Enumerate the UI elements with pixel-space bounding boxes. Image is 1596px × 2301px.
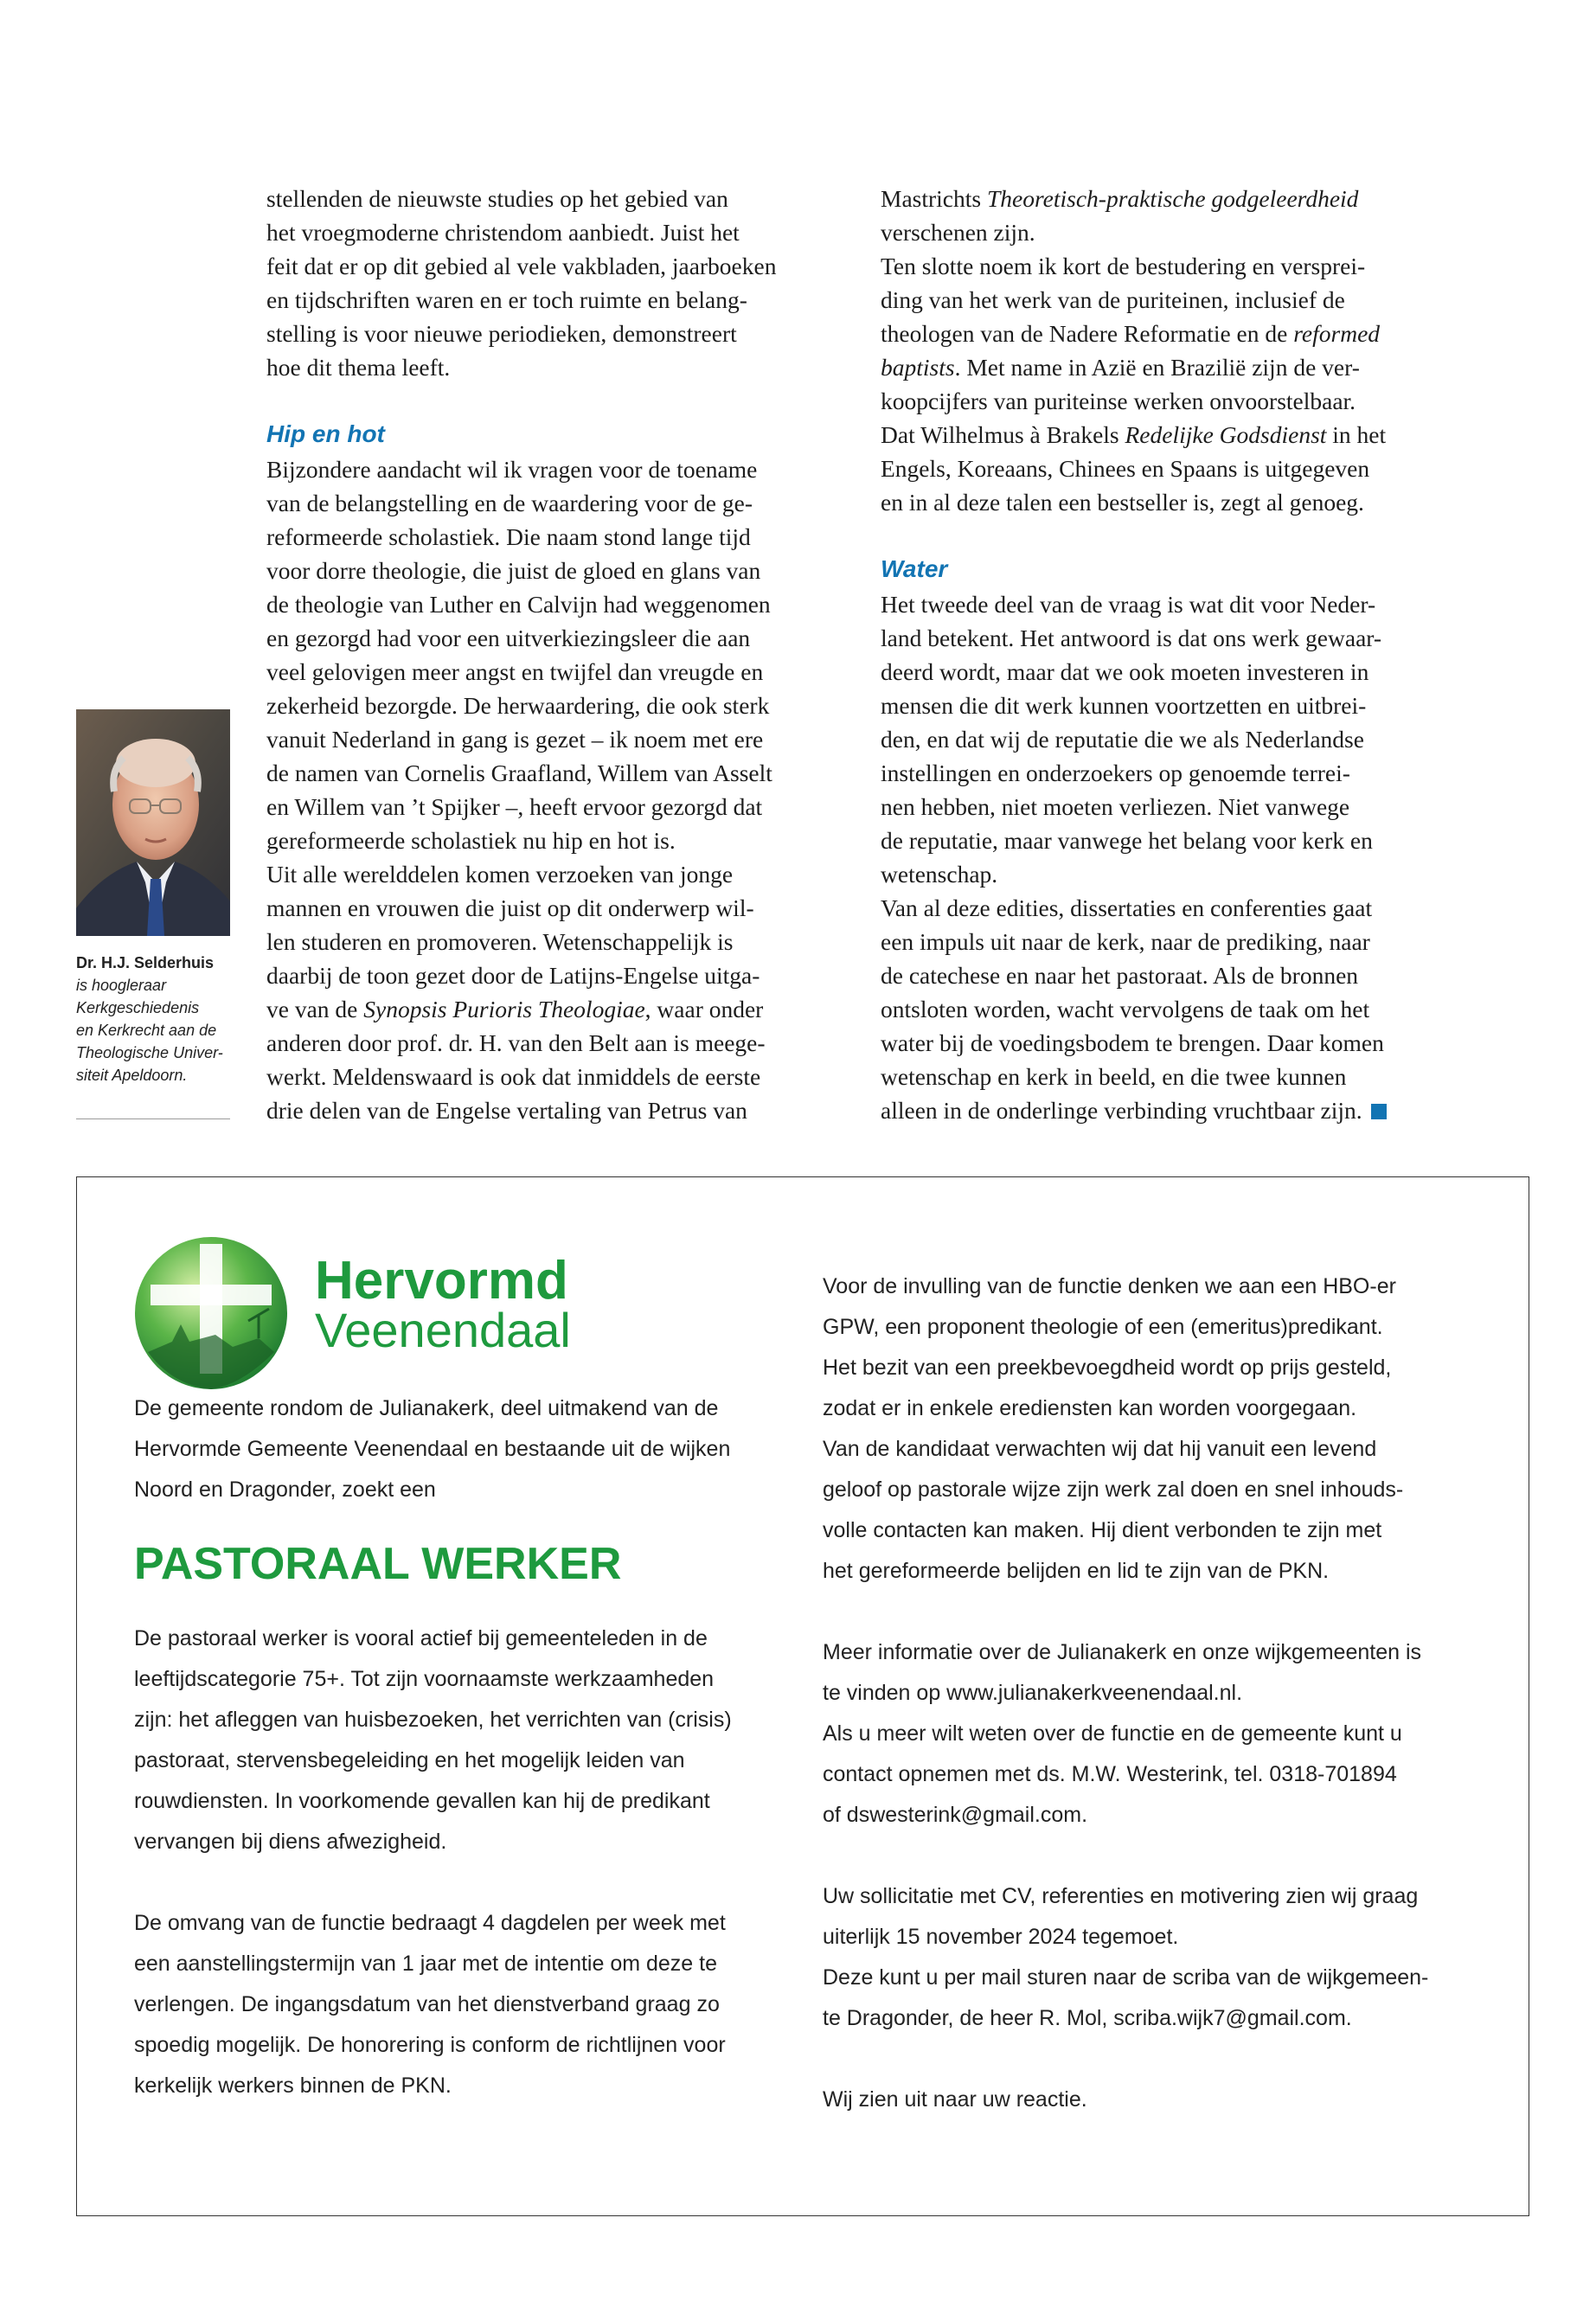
text-line: ontsloten worden, wacht vervolgens de taak om het bbox=[881, 996, 1370, 1022]
text-line: en in al deze talen een bestseller is, zegt al genoeg. bbox=[881, 489, 1364, 516]
text-line: Als u meer wilt weten over de functie en de gemeente kunt u bbox=[823, 1721, 1402, 1746]
author-caption bbox=[76, 952, 232, 1086]
text-line: Het bezit van een preekbevoegdheid wordt op prijs gesteld, bbox=[823, 1356, 1392, 1380]
text-line: te vinden op www.julianakerkveenendaal.nl. bbox=[823, 1681, 1243, 1705]
text-line: gereformeerde scholastiek nu hip en hot is. bbox=[266, 827, 676, 854]
text-line: de catechese en naar het pastoraat. Als de bronnen bbox=[881, 962, 1359, 989]
text-line: den, en dat wij de reputatie die we als Nederlandse bbox=[881, 726, 1364, 753]
text-line: anderen door prof. dr. H. van den Belt aan is meege- bbox=[266, 1029, 766, 1056]
text-line: Hervormde Gemeente Veenendaal en bestaande uit de wijken bbox=[134, 1437, 731, 1461]
text-line: Engels, Koreaans, Chinees en Spaans is uitgegeven bbox=[881, 455, 1370, 482]
text-line: en tijdschriften waren en er toch ruimte en belang- bbox=[266, 286, 747, 313]
text-line: daarbij de toon gezet door de Latijns-Engelse uitga- bbox=[266, 962, 760, 989]
text-line: Meer informatie over de Julianakerk en onze wijkgemeenten is bbox=[823, 1640, 1422, 1664]
text-line: Deze kunt u per mail sturen naar de scriba van de wijkgemeen- bbox=[823, 1965, 1429, 1990]
ad-left-column bbox=[134, 1618, 809, 2106]
text-line: verlengen. De ingangsdatum van het dienstverband graag zo bbox=[134, 1992, 720, 2016]
text-line: zijn: het afleggen van huisbezoeken, het verrichten van (crisis) bbox=[134, 1708, 732, 1732]
ad-heading: PASTORAAL WERKER bbox=[134, 1539, 622, 1589]
article-column-left bbox=[266, 182, 855, 1127]
ad-closing-line: Wij zien uit naar uw reactie. bbox=[823, 2087, 1087, 2112]
text-line: Van al deze edities, dissertaties en conferenties gaat bbox=[881, 894, 1373, 921]
col2-lines-b bbox=[881, 452, 1469, 519]
text-line: het vroegmoderne christendom aanbiedt. Juist het bbox=[266, 219, 740, 246]
text-line: zekerheid bezorgde. De herwaardering, die ook sterk bbox=[266, 692, 770, 719]
col1-synopsis-line: ve van de Synopsis Purioris Theologiae, waar onder bbox=[266, 996, 764, 1022]
text-line: een impuls uit naar de kerk, naar de prediking, naar bbox=[881, 928, 1370, 955]
text-line: geloof op pastorale wijze zijn werk zal doen en snel inhouds- bbox=[823, 1477, 1404, 1502]
ad-left-paragraph-1 bbox=[134, 1618, 809, 1862]
text-line: zodat er in enkele erediensten kan worden voorgegaan. bbox=[823, 1396, 1357, 1420]
text-line: Noord en Dragonder, zoekt een bbox=[134, 1477, 436, 1502]
ad-left-paragraph-2 bbox=[134, 1903, 809, 2106]
text-line: Ten slotte noem ik kort de bestudering en versprei- bbox=[881, 253, 1366, 279]
caption-divider bbox=[76, 1118, 230, 1119]
col2-last-line: alleen in de onderlinge verbinding vruchtbaar zijn. bbox=[881, 1093, 1469, 1127]
text-line: Uit alle werelddelen komen verzoeken van jonge bbox=[266, 861, 734, 888]
text-line: leeftijdscategorie 75+. Tot zijn voornaamste werkzaamheden bbox=[134, 1667, 715, 1691]
col2-mastricht-line: Mastrichts Theoretisch-praktische godgeleerdheid bbox=[881, 185, 1359, 212]
text-line: volle contacten kan maken. Hij dient verbonden te zijn met bbox=[823, 1518, 1382, 1542]
col2-lines-a bbox=[881, 215, 1469, 317]
text-line: GPW, een proponent theologie of een (emeritus)predikant. bbox=[823, 1315, 1383, 1339]
brakel-title: Redelijke Godsdienst bbox=[1125, 421, 1327, 448]
text-line: vervangen bij diens afwezigheid. bbox=[134, 1830, 447, 1854]
job-advertisement bbox=[76, 1176, 1529, 2216]
col2-brakel-line: Dat Wilhelmus à Brakels Redelijke Godsdienst in het bbox=[881, 421, 1387, 448]
text-line: Voor de invulling van de functie denken we aan een HBO-er bbox=[823, 1274, 1396, 1298]
text-line: mensen die dit werk kunnen voortzetten en uitbrei- bbox=[881, 692, 1367, 719]
text-line: nen hebben, niet moeten verliezen. Niet vanwege bbox=[881, 793, 1350, 820]
section-heading-water: Water bbox=[881, 555, 948, 582]
text-line: de reputatie, maar vanwege het belang voor kerk en bbox=[881, 827, 1373, 854]
author-portrait-photo bbox=[76, 709, 230, 936]
text-line: hoe dit thema leeft. bbox=[266, 354, 451, 381]
col1-end-paragraph bbox=[266, 1026, 855, 1127]
text-line: deerd wordt, maar dat we ook moeten investeren in bbox=[881, 658, 1369, 685]
text-line: feit dat er op dit gebied al vele vakbladen, jaarboeken bbox=[266, 253, 777, 279]
text-line: Het tweede deel van de vraag is wat dit voor Neder- bbox=[881, 591, 1376, 618]
author-name: Dr. H.J. Selderhuis bbox=[76, 954, 215, 971]
text-line: pastoraat, stervensbegeleiding en het mogelijk leiden van bbox=[134, 1748, 685, 1772]
text-line: van de belangstelling en de waardering voor de ge- bbox=[266, 490, 753, 516]
mastricht-title: Theoretisch-praktische godgeleerdheid bbox=[986, 185, 1359, 212]
text-line: Kerkgeschiedenis bbox=[76, 999, 200, 1016]
text-line: de namen van Cornelis Graafland, Willem van Asselt bbox=[266, 760, 772, 786]
text-line: kerkelijk werkers binnen de PKN. bbox=[134, 2073, 452, 2098]
text-line: en Kerkrecht aan de bbox=[76, 1022, 217, 1039]
text-line: Bijzondere aandacht wil ik vragen voor de toename bbox=[266, 456, 758, 483]
col2-koop-line: koopcijfers van puriteinse werken onvoorstelbaar. bbox=[881, 388, 1356, 414]
author-description bbox=[76, 974, 232, 1086]
text-line: contact opnemen met ds. M.W. Westerink, tel. 0318-701894 bbox=[823, 1762, 1397, 1786]
section-heading-hip-en-hot: Hip en hot bbox=[266, 420, 385, 447]
text-line: of dswesterink@gmail.com. bbox=[823, 1803, 1088, 1827]
text-line: drie delen van de Engelse vertaling van Petrus van bbox=[266, 1097, 747, 1124]
text-line: vanuit Nederland in gang is gezet – ik noem met ere bbox=[266, 726, 764, 753]
ad-right-column bbox=[823, 1266, 1515, 2120]
logo-title: Hervormd bbox=[315, 1251, 568, 1311]
text-line: rouwdiensten. In voorkomende gevallen kan hij de predikant bbox=[134, 1789, 710, 1813]
text-line: Van de kandidaat verwachten wij dat hij vanuit een levend bbox=[823, 1437, 1377, 1461]
text-line: verschenen zijn. bbox=[881, 219, 1035, 246]
text-line: water bij de voedingsbodem te brengen. Daar komen bbox=[881, 1029, 1384, 1056]
synopsis-title: Synopsis Purioris Theologiae bbox=[363, 996, 645, 1022]
text-line: Theologische Univer- bbox=[76, 1044, 223, 1061]
col2-water-paragraph bbox=[881, 587, 1469, 1093]
text-line: ding van het werk van de puriteinen, inclusief de bbox=[881, 286, 1345, 313]
text-line: De omvang van de functie bedraagt 4 dagdelen per week met bbox=[134, 1911, 726, 1935]
text-line: reformeerde scholastiek. Die naam stond lange tijd bbox=[266, 523, 751, 550]
col1-top-paragraph bbox=[266, 182, 855, 384]
text-line: wetenschap en kerk in beeld, en die twee kunnen bbox=[881, 1063, 1347, 1090]
col1-hip-paragraph bbox=[266, 452, 855, 992]
text-line: werkt. Meldenswaard is ook dat inmiddels de eerste bbox=[266, 1063, 761, 1090]
text-line: Uw sollicitatie met CV, referenties en motivering zien wij graag bbox=[823, 1884, 1419, 1908]
col2-nadere-line: theologen van de Nadere Reformatie en de reformed bbox=[881, 320, 1381, 347]
text-line: mannen en vrouwen die juist op dit onderwerp wil- bbox=[266, 894, 754, 921]
ad-right-paragraph-1 bbox=[823, 1266, 1515, 1592]
text-line: veel gelovigen meer angst en twijfel dan vreugde en bbox=[266, 658, 764, 685]
end-of-article-square-icon bbox=[1371, 1104, 1387, 1119]
text-line: stellenden de nieuwste studies op het gebied van bbox=[266, 185, 728, 212]
article-column-right bbox=[881, 182, 1469, 1127]
text-line: wetenschap. bbox=[881, 861, 998, 888]
text-line: De gemeente rondom de Julianakerk, deel uitmakend van de bbox=[134, 1396, 719, 1420]
text-line: stelling is voor nieuwe periodieken, demonstreert bbox=[266, 320, 737, 347]
text-line: siteit Apeldoorn. bbox=[76, 1067, 188, 1084]
text-line: de theologie van Luther en Calvijn had weggenomen bbox=[266, 591, 771, 618]
text-line: land betekent. Het antwoord is dat ons werk gewaar- bbox=[881, 625, 1382, 651]
text-line: len studeren en promoveren. Wetenschappelijk is bbox=[266, 928, 734, 955]
text-line: een aanstellingstermijn van 1 jaar met de intentie om deze te bbox=[134, 1952, 717, 1976]
text-line: De pastoraal werker is vooral actief bij gemeenteleden in de bbox=[134, 1626, 708, 1650]
text-line: is hoogleraar bbox=[76, 977, 167, 994]
logo-subtitle: Veenendaal bbox=[315, 1303, 571, 1357]
text-line: uiterlijk 15 november 2024 tegemoet. bbox=[823, 1925, 1179, 1949]
text-line: het gereformeerde belijden en lid te zijn van de PKN. bbox=[823, 1559, 1330, 1583]
text-line: instellingen en onderzoekers op genoemde terrei- bbox=[881, 760, 1350, 786]
text-line: voor dorre theologie, die juist de gloed en glans van bbox=[266, 557, 761, 584]
text-line: en Willem van ’t Spijker –, heeft ervoor gezorgd dat bbox=[266, 793, 763, 820]
ad-right-paragraph-3 bbox=[823, 1876, 1515, 2039]
col2-baptists-line: baptists. Met name in Azië en Brazilië zijn de ver- bbox=[881, 354, 1360, 381]
ad-intro bbox=[134, 1388, 809, 1510]
text-line: spoedig mogelijk. De honorering is conform de richtlijnen voor bbox=[134, 2033, 726, 2057]
text-line: te Dragonder, de heer R. Mol, scriba.wijk7@gmail.com. bbox=[823, 2006, 1352, 2030]
ad-right-paragraph-2 bbox=[823, 1632, 1515, 1836]
text-line: en gezorgd had voor een uitverkiezingsleer die aan bbox=[266, 625, 751, 651]
